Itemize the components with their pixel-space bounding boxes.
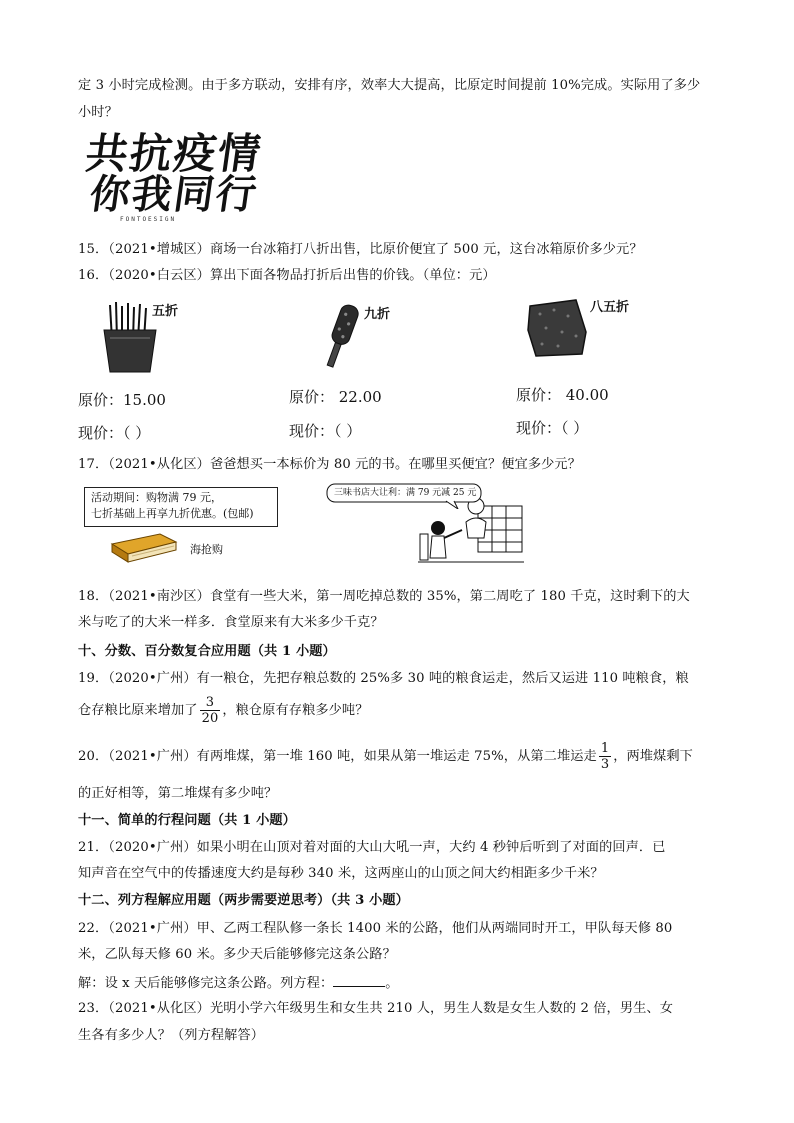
text-segment: 解：设 x 天后能够修完这条公路。列方程： [78,976,334,991]
book-image [108,530,180,564]
popsicle-image [318,300,364,372]
question-22-line-1: 22．（2021•广州）甲、乙两工程队修一条长 1400 米的公路，他们从两端同时开工，甲队每天修 80 [78,921,673,936]
current-price: 现价：（ ） [516,419,589,437]
section-heading: 十、分数、百分数复合应用题（共 1 小题） [78,644,336,659]
text-segment: ，两堆煤剩下 [613,749,693,764]
promo-line: 七折基础上再享九折优惠。(包邮) [91,507,254,520]
fraction-denominator: 3 [600,757,610,772]
question-20-line-2: 的正好相等，第二堆煤有多少吨？ [78,786,278,801]
fraction [599,741,611,772]
question-17: 17．（2021•从化区）爸爸想买一本标价为 80 元的书。在哪里买便宜？便宜多少元？ [78,457,581,472]
question-22-line-3 [78,972,399,994]
text-segment: 20．（2021•广州）有两堆煤，第一堆 160 吨，如果从第一堆运走 75%，从第二堆运走 [78,749,597,764]
fraction [200,695,221,726]
fraction-numerator: 1 [600,741,610,756]
bubble-text: 三味书店大让利：满 79 元减 25 元 [334,488,477,498]
banner-line-2: 你我同行 [86,172,262,218]
question-20-line-1 [78,741,693,773]
online-promo-box [84,487,278,527]
text-line: 小时？ [78,105,118,120]
text-segment: 仓存粮比原来增加了 [78,703,198,718]
question-19-line-1: 19．（2020•广州）有一粮仓，先把存粮总数的 25%多 30 吨的粮食运走，然后又运进 110 吨粮食，粮 [78,671,689,686]
current-price: 现价：（ ） [78,424,151,442]
answer-blank[interactable] [333,972,385,987]
original-price: 原价：15.00 [78,391,166,409]
fraction-numerator: 3 [200,695,221,711]
section-heading: 十一、简单的行程问题（共 1 小题） [78,813,296,828]
anti-epidemic-banner-image [80,131,276,226]
discount-label: 八五折 [590,300,630,315]
text-line: 定 3 小时完成检测。由于多方联动，安排有序，效率大大提高，比原定时间提前 10%完成。实际用了多少 [78,78,701,93]
text-segment: 。 [385,976,399,991]
question-19-line-2 [78,695,369,727]
original-price: 原价： 40.00 [516,386,609,404]
fries-image [100,300,160,375]
section-heading: 十二、列方程解应用题（两步需要逆思考）（共 3 小题） [78,893,409,908]
promo-line: 活动期间：购物满 79 元， [91,491,222,504]
fraction-denominator: 20 [201,711,219,726]
question-15: 15．（2021•增城区）商场一台冰箱打八折出售，比原价便宜了 500 元，这台冰箱原价多少元？ [78,242,643,257]
question-21-line-2: 知声音在空气中的传播速度大约是每秒 340 米，这两座山的山顶之间大约相距多少千米？ [78,866,604,881]
question-21-line-1: 21．（2020•广州）如果小明在山顶对着对面的大山大吼一声，大约 4 秒钟后听到了对面的回声．已 [78,840,666,855]
text-segment: ，粮仓原有存粮多少吨？ [222,703,369,718]
question-22-line-2: 米，乙队每天修 60 米。多少天后能够修完这条公路？ [78,947,396,962]
question-16: 16．（2020•白云区）算出下面各物品打折后出售的价钱。（单位：元） [78,268,496,283]
question-18-line-1: 18．（2021•南沙区）食堂有一些大米，第一周吃掉总数的 35%，第二周吃了 180 千克，这时剩下的大 [78,589,690,604]
question-23-line-1: 23．（2021•从化区）光明小学六年级男生和女生共 210 人，男生人数是女生人数的 2 倍，男生、女 [78,1001,673,1016]
question-23-line-2: 生各有多少人？（列方程解答） [78,1028,265,1043]
banner-small-text: FONTOESIGN [120,216,177,223]
original-price: 原价： 22.00 [289,388,382,406]
banner-line-1: 共抗疫情 [82,129,266,178]
current-price: 现价：（ ） [289,422,362,440]
question-18-line-2: 米与吃了的大米一样多．食堂原来有大米多少千克？ [78,615,384,630]
discount-label: 五折 [152,304,179,319]
snack-block-image [526,296,590,358]
online-shop-label: 海抢购 [190,543,223,556]
speech-bubble [326,483,484,505]
discount-label: 九折 [364,307,391,322]
